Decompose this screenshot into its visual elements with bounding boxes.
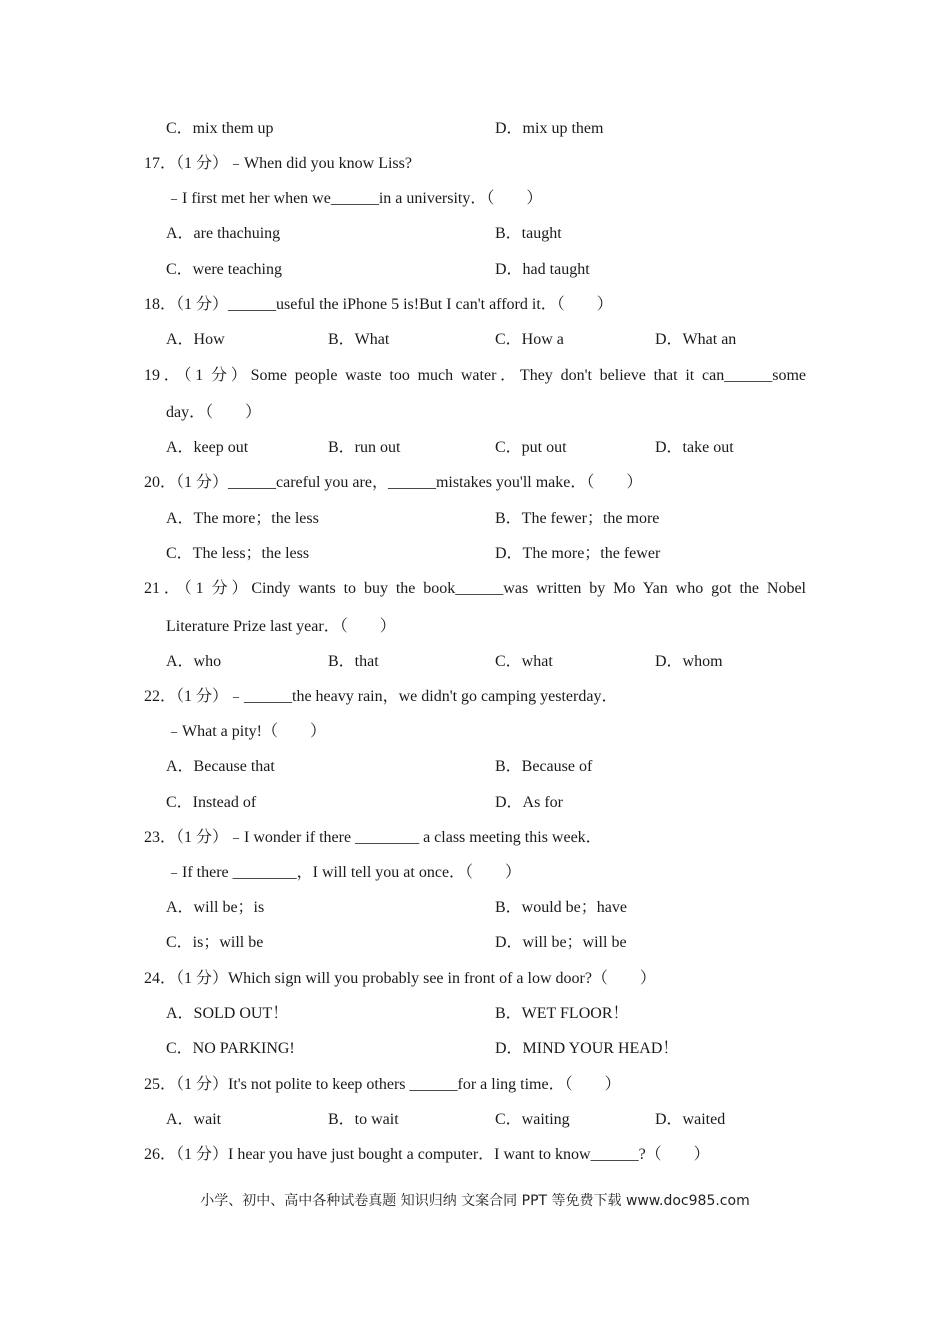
q22-option-d: D．As for — [495, 794, 563, 811]
q23-stem-line2: ﹣If there ________，I will tell you at once．（ ） — [166, 864, 522, 881]
q20-stem: 20．（1 分）______careful you are，______mistakes you'll make．（ ） — [144, 474, 643, 491]
q19-stem: 19．（1 分）Some people waste too much water．They don't believe that it can______some — [144, 367, 806, 384]
q25-option-c: C．waiting — [495, 1111, 570, 1128]
q19-option-b: B．run out — [328, 439, 401, 456]
q17-option-c: C．were teaching — [166, 261, 282, 278]
q22-option-a: A．Because that — [166, 758, 275, 775]
q20-option-b: B．The fewer；the more — [495, 510, 660, 527]
q20-option-d: D．The more；the fewer — [495, 545, 661, 562]
q17-option-b: B．taught — [495, 225, 562, 242]
q20-option-c: C．The less；the less — [166, 545, 310, 562]
q24-option-a: A．SOLD OUT！ — [166, 1005, 289, 1022]
q23-stem: 23．（1 分）﹣I wonder if there ________ a class meeting this week． — [144, 829, 602, 846]
q24-option-d: D．MIND YOUR HEAD！ — [495, 1040, 679, 1057]
q25-option-d: D．waited — [655, 1111, 726, 1128]
q21-option-c: C．what — [495, 653, 553, 670]
q24-stem: 24．（1 分）Which sign will you probably see in front of a low door?（ ） — [144, 970, 656, 987]
q19-option-d: D．take out — [655, 439, 734, 456]
q25-option-b: B．to wait — [328, 1111, 399, 1128]
q22-option-c: C．Instead of — [166, 794, 257, 811]
q22-stem-line2: ﹣What a pity!（ ） — [166, 723, 326, 740]
q23-option-b: B．would be；have — [495, 899, 627, 916]
q22-option-b: B．Because of — [495, 758, 593, 775]
q25-stem: 25．（1 分）It's not polite to keep others ______for a ling time．（ ） — [144, 1076, 621, 1093]
q21-option-b: B．that — [328, 653, 379, 670]
q16-option-d: D．mix up them — [495, 120, 604, 137]
q18-option-b: B．What — [328, 331, 390, 348]
q21-stem: 21．（1 分）Cindy wants to buy the book______was written by Mo Yan who got the Nobel — [144, 580, 806, 597]
q22-stem: 22．（1 分）﹣______the heavy rain，we didn't go camping yesterday． — [144, 688, 618, 705]
q24-option-c: C．NO PARKING! — [166, 1040, 295, 1057]
q16-option-c: C．mix them up — [166, 120, 274, 137]
q18-stem: 18．（1 分）______useful the iPhone 5 is!But I can't afford it．（ ） — [144, 296, 613, 313]
q19-option-a: A．keep out — [166, 439, 249, 456]
q21-stem-line2: Literature Prize last year．（ ） — [166, 618, 396, 635]
q20-option-a: A．The more；the less — [166, 510, 319, 527]
q24-option-b: B．WET FLOOR！ — [495, 1005, 629, 1022]
q18-option-d: D．What an — [655, 331, 737, 348]
q18-option-a: A．How — [166, 331, 225, 348]
q23-option-d: D．will be；will be — [495, 934, 627, 951]
q21-option-d: D．whom — [655, 653, 723, 670]
q23-option-a: A．will be；is — [166, 899, 265, 916]
q21-option-a: A．who — [166, 653, 222, 670]
q17-option-d: D．had taught — [495, 261, 590, 278]
q19-option-c: C．put out — [495, 439, 567, 456]
q17-stem: 17．（1 分）﹣When did you know Liss? — [144, 155, 412, 172]
q26-stem: 26．（1 分）I hear you have just bought a computer．I want to know______?（ ） — [144, 1146, 710, 1163]
q17-option-a: A．are thachuing — [166, 225, 281, 242]
page-footer: 小学、初中、高中各种试卷真题 知识归纳 文案合同 PPT 等免费下载 www.doc985.com — [200, 1193, 750, 1209]
q18-option-c: C．How a — [495, 331, 564, 348]
q17-stem-line2: ﹣I first met her when we______in a university．（ ） — [166, 190, 543, 207]
q19-stem-line2: day．（ ） — [166, 404, 262, 421]
q23-option-c: C．is；will be — [166, 934, 264, 951]
q25-option-a: A．wait — [166, 1111, 222, 1128]
